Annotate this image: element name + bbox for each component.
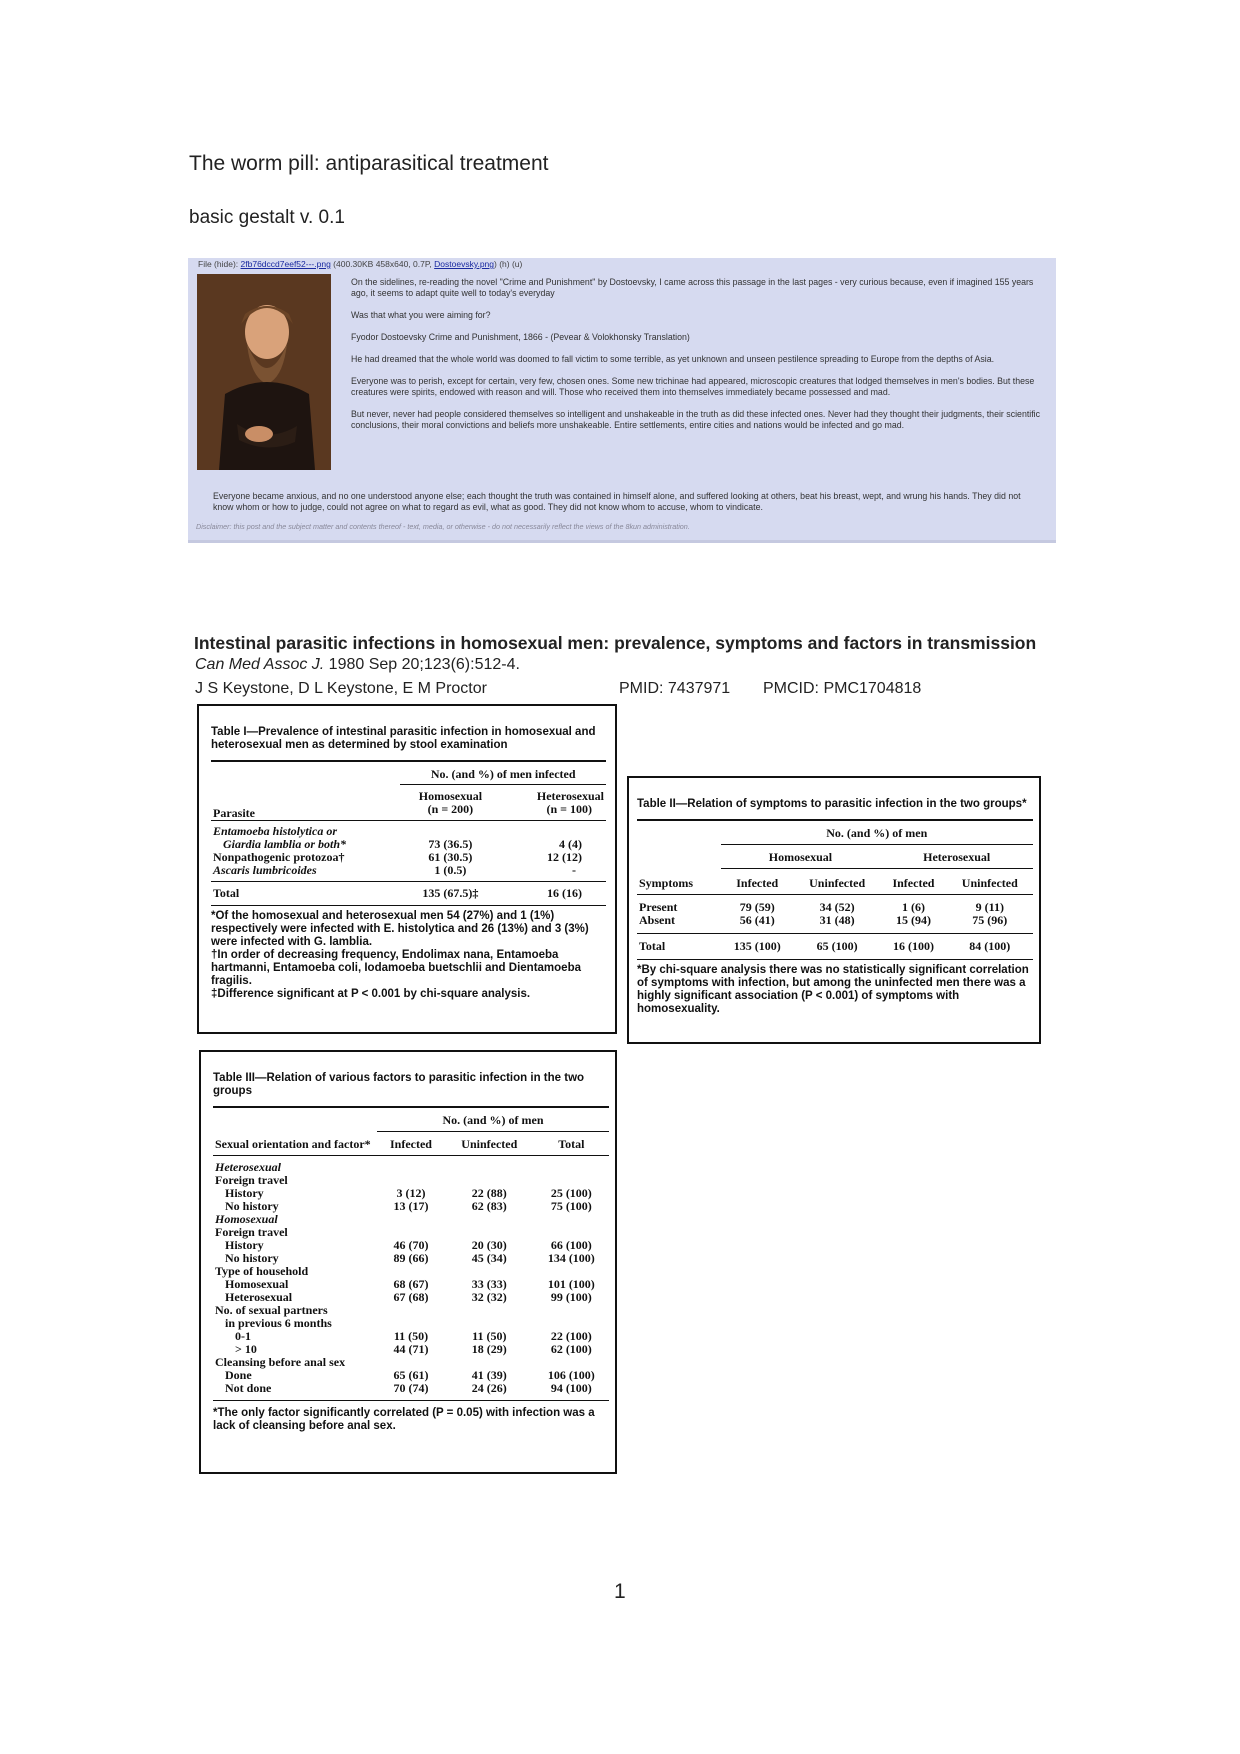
table-cell: [445, 1304, 534, 1317]
table-row-label: Homosexual: [225, 1277, 289, 1291]
post-disclaimer: Disclaimer: this post and the subject matter and contents thereof - text, media, or otherwise - do not necessarily reflect the views of the 8kun administration.: [196, 522, 690, 531]
table-cell: 34 (52): [819, 900, 855, 914]
article-pmcid: PMCID: PMC1704818: [763, 680, 922, 697]
table-1: [197, 704, 617, 1034]
table-cell: [400, 821, 500, 839]
article-journal: [195, 656, 520, 674]
table-3: [199, 1050, 617, 1474]
table-1-col-parasite: Parasite: [213, 806, 255, 820]
journal-name: Can Med Assoc J.: [195, 656, 325, 673]
table-2-group-header: No. (and %) of men: [721, 820, 1033, 845]
table-3-grid: [213, 1106, 609, 1401]
table-1-group-header: No. (and %) of men infected: [400, 761, 606, 785]
table-row-label: No history: [225, 1199, 279, 1213]
table-row-label: Absent: [639, 913, 676, 927]
table-cell: -: [572, 863, 576, 877]
table-cell: 101 (100): [547, 1277, 595, 1291]
table-row-label: Heterosexual: [225, 1290, 293, 1304]
table-cell: 16 (100): [892, 939, 934, 953]
table-cell: 79 (59): [739, 900, 775, 914]
table-cell: 45 (34): [471, 1251, 507, 1265]
table-row-label: Nonpathogenic protozoa†: [213, 850, 345, 864]
table-row-label: Ascaris lumbricoides: [213, 863, 317, 877]
article-authors: J S Keystone, D L Keystone, E M Proctor: [195, 680, 487, 697]
table-cell: 84 (100): [969, 939, 1011, 953]
table-2-grid: [637, 819, 1033, 960]
table-cell: 22 (100): [550, 1329, 592, 1343]
table-2-col-hetero: Heterosexual: [880, 845, 1033, 869]
table-2-caption: Table II—Relation of symptoms to parasitic infection in the two groups*: [637, 798, 1027, 810]
document-title: The worm pill: antiparasitical treatment: [189, 152, 549, 175]
table-row-label: > 10: [235, 1342, 257, 1356]
table-row-label: Giardia lamblia or both*: [223, 837, 347, 851]
table-row-label: in previous 6 months: [225, 1316, 332, 1330]
document-subtitle: basic gestalt v. 0.1: [189, 207, 345, 228]
table-cell: 134 (100): [547, 1251, 595, 1265]
journal-issue: 1980 Sep 20;123(6):512-4.: [324, 656, 520, 673]
table-row-label: Foreign travel: [215, 1225, 288, 1239]
table-cell: 68 (67): [393, 1277, 429, 1291]
table-row-label: Not done: [225, 1381, 272, 1395]
table-1-total-hetero: 16 (16): [547, 886, 582, 900]
table-1-footnote-3: ‡Difference significant at P < 0.001 by chi-square analysis.: [211, 988, 531, 1000]
table-1-footnote-2: †In order of decreasing frequency, Endolimax nana, Entamoeba hartmanni, Entamoeba coli, Iodamoeba buetschlii and Dientamoeba fragilis.: [211, 949, 581, 987]
table-cell: 99 (100): [550, 1290, 592, 1304]
post-paragraph: On the sidelines, re-reading the novel "Crime and Punishment" by Dostoevsky, I came across this passage in the last pages - very curious because, even if imagined 155 years ago, it seems to adapt quite well to today's everyday: [351, 277, 1034, 298]
table-cell: 4 (4): [559, 837, 582, 851]
post-paragraph: He had dreamed that the whole world was doomed to fall victim to some terrible, as yet unknown and unseen pestilence spreading to Europe from the depths of Asia.: [351, 354, 995, 364]
post-paragraph: But never, never had people considered themselves so intelligent and unshakeable in the truth as did these infected ones. Never had they thought their judgments, their scientific conclusions, their moral convictions and beliefs more unshakeable. Entire settlements, entire cities and nations would be infected and go mad.: [351, 409, 1041, 430]
table-cell: 12 (12): [547, 850, 582, 864]
table-row-label: No history: [225, 1251, 279, 1265]
table-1-footnote-1: *Of the homosexual and heterosexual men 54 (27%) and 1 (1%) respectively were infected with E. histolytica and 26 (13%) and 3 (3%) were infected with G. lamblia.: [211, 910, 589, 948]
table-cell: 94 (100): [550, 1381, 592, 1395]
table-cell: 65 (100): [816, 939, 858, 953]
table-cell: 70 (74): [393, 1381, 429, 1395]
table-cell: [445, 1213, 534, 1226]
file-suffix: ) (h) (u): [494, 259, 523, 269]
table-row: [213, 1382, 609, 1401]
table-cell: 46 (70): [393, 1238, 429, 1252]
table-cell: [377, 1304, 445, 1317]
table-1-grid: [211, 760, 606, 906]
table-cell: 67 (68): [393, 1290, 429, 1304]
table-2-col-infected: Infected: [892, 876, 935, 890]
table-cell: 75 (100): [550, 1199, 592, 1213]
file-name-link[interactable]: Dostoevsky.png: [434, 259, 495, 269]
table-1-caption: Table I—Prevalence of intestinal parasitic infection in homosexual and heterosexual men as determined by stool examination: [211, 726, 596, 751]
table-cell: 66 (100): [550, 1238, 592, 1252]
portrait-icon: [197, 274, 331, 470]
table-row-label: Foreign travel: [215, 1173, 288, 1187]
table-cell: 62 (100): [550, 1342, 592, 1356]
table-3-col-infected: Infected: [389, 1137, 432, 1151]
table-2-col-homo: Homosexual: [721, 845, 881, 869]
table-cell: 1 (6): [901, 900, 925, 914]
table-cell: 44 (71): [393, 1342, 429, 1356]
table-row-label: Present: [639, 900, 678, 914]
imageboard-post: [188, 258, 1056, 543]
table-cell: [534, 1304, 609, 1317]
file-meta: (400.30KB 458x640, 0.7P,: [333, 259, 432, 269]
table-2-col-symptoms: Symptoms: [639, 876, 694, 890]
table-2: [627, 776, 1041, 1044]
table-1-col-homo-n: (n = 200): [427, 802, 474, 816]
table-cell: 11 (50): [393, 1329, 429, 1343]
table-cell: [445, 1156, 534, 1175]
table-3-col-factor: Sexual orientation and factor*: [213, 1107, 377, 1156]
table-cell: 20 (30): [471, 1238, 507, 1252]
table-cell: 24 (26): [471, 1381, 507, 1395]
table-3-footnote: *The only factor significantly correlated (P = 0.05) with infection was a lack of cleansing before anal sex.: [213, 1407, 595, 1432]
table-cell: 33 (33): [471, 1277, 507, 1291]
table-row-label: History: [225, 1238, 264, 1252]
table-cell: 31 (48): [819, 913, 855, 927]
post-paragraph: Fyodor Dostoevsky Crime and Punishment, 1866 - (Pevear & Volokhonsky Translation): [351, 332, 690, 342]
table-3-col-total: Total: [558, 1137, 585, 1151]
table-1-col-hetero: Heterosexual: [536, 789, 604, 803]
table-cell: 3 (12): [396, 1186, 426, 1200]
post-body: [351, 277, 1041, 442]
table-cell: 32 (32): [471, 1290, 507, 1304]
table-cell: [500, 821, 606, 839]
table-3-col-uninfected: Uninfected: [461, 1137, 518, 1151]
table-cell: [377, 1213, 445, 1226]
table-1-total-homo: 135 (67.5)‡: [422, 886, 479, 900]
table-2-col-uninfected: Uninfected: [961, 876, 1018, 890]
table-cell: 18 (29): [471, 1342, 507, 1356]
table-1-col-homo: Homosexual: [418, 789, 483, 803]
table-cell: 1 (0.5): [434, 863, 467, 877]
table-cell: 65 (61): [393, 1368, 429, 1382]
article-pmid: PMID: 7437971: [619, 680, 731, 697]
table-cell: 75 (96): [972, 913, 1008, 927]
table-cell: 15 (94): [895, 913, 931, 927]
table-cell: 62 (83): [471, 1199, 507, 1213]
table-cell: 73 (36.5): [428, 837, 473, 851]
table-1-col-hetero-n: (n = 100): [546, 802, 592, 816]
post-paragraph: Everyone was to perish, except for certain, very few, chosen ones. Some new trichinae had appeared, microscopic creatures that lodged themselves in men's bodies. But these creatures were spirits, endowed with reason and will. Those who received them into themselves immediately became possessed and mad.: [351, 376, 1035, 397]
table-row: [213, 1156, 609, 1175]
table-cell: 41 (39): [471, 1368, 507, 1382]
table-row-label: No. of sexual partners: [215, 1303, 328, 1317]
table-row-label: Type of household: [215, 1264, 309, 1278]
file-label: File (hide):: [198, 259, 239, 269]
table-2-total-label: Total: [639, 939, 666, 953]
table-cell: 135 (100): [733, 939, 781, 953]
table-2-col-uninfected: Uninfected: [809, 876, 866, 890]
dostoevsky-portrait[interactable]: [197, 274, 331, 470]
table-2-col-infected: Infected: [736, 876, 779, 890]
table-row-label: Cleansing before anal sex: [215, 1355, 346, 1369]
table-2-footnote: *By chi-square analysis there was no statistically significant correlation of symptoms with infection, but among the uninfected men there was a highly significant association (P < 0.001) of symptoms with homosexuality.: [637, 964, 1029, 1015]
table-cell: 25 (100): [550, 1186, 592, 1200]
table-cell: 22 (88): [471, 1186, 507, 1200]
table-row-label: Done: [225, 1368, 252, 1382]
table-cell: 106 (100): [547, 1368, 595, 1382]
file-link[interactable]: 2fb76dccd7eef52---.png: [240, 259, 331, 269]
table-cell: 11 (50): [472, 1329, 507, 1343]
table-cell: 56 (41): [739, 913, 775, 927]
table-row-label: Entamoeba histolytica or: [213, 824, 338, 838]
table-cell: [534, 1213, 609, 1226]
table-row-label: Heterosexual: [215, 1160, 281, 1174]
table-row-label: Homosexual: [215, 1212, 278, 1226]
page-number: 1: [614, 1580, 626, 1603]
table-cell: [534, 1156, 609, 1175]
table-cell: 61 (30.5): [428, 850, 473, 864]
table-row-label: History: [225, 1186, 264, 1200]
table-cell: 9 (11): [975, 900, 1004, 914]
table-cell: 13 (17): [393, 1199, 429, 1213]
post-tail-paragraph: Everyone became anxious, and no one understood anyone else; each thought the truth was contained in himself alone, and suffered looking at others, beat his breast, wept, and wrung his hands. They did not know whom or how to judge, could not agree on what to regard as evil, what as good. They did not know whom to accuse, whom to vindicate.: [213, 491, 1021, 512]
table-row-label: 0-1: [235, 1329, 251, 1343]
article-title: Intestinal parasitic infections in homosexual men: prevalence, symptoms and factors in transmission: [194, 633, 1037, 653]
table-cell: [377, 1156, 445, 1175]
table-3-caption: Table III—Relation of various factors to parasitic infection in the two groups: [213, 1072, 585, 1097]
post-paragraph: Was that what you were aiming for?: [351, 310, 491, 320]
table-1-total-label: Total: [213, 886, 240, 900]
table-cell: 89 (66): [393, 1251, 429, 1265]
table-3-group-header: No. (and %) of men: [377, 1107, 609, 1132]
file-info-line: [198, 259, 522, 269]
